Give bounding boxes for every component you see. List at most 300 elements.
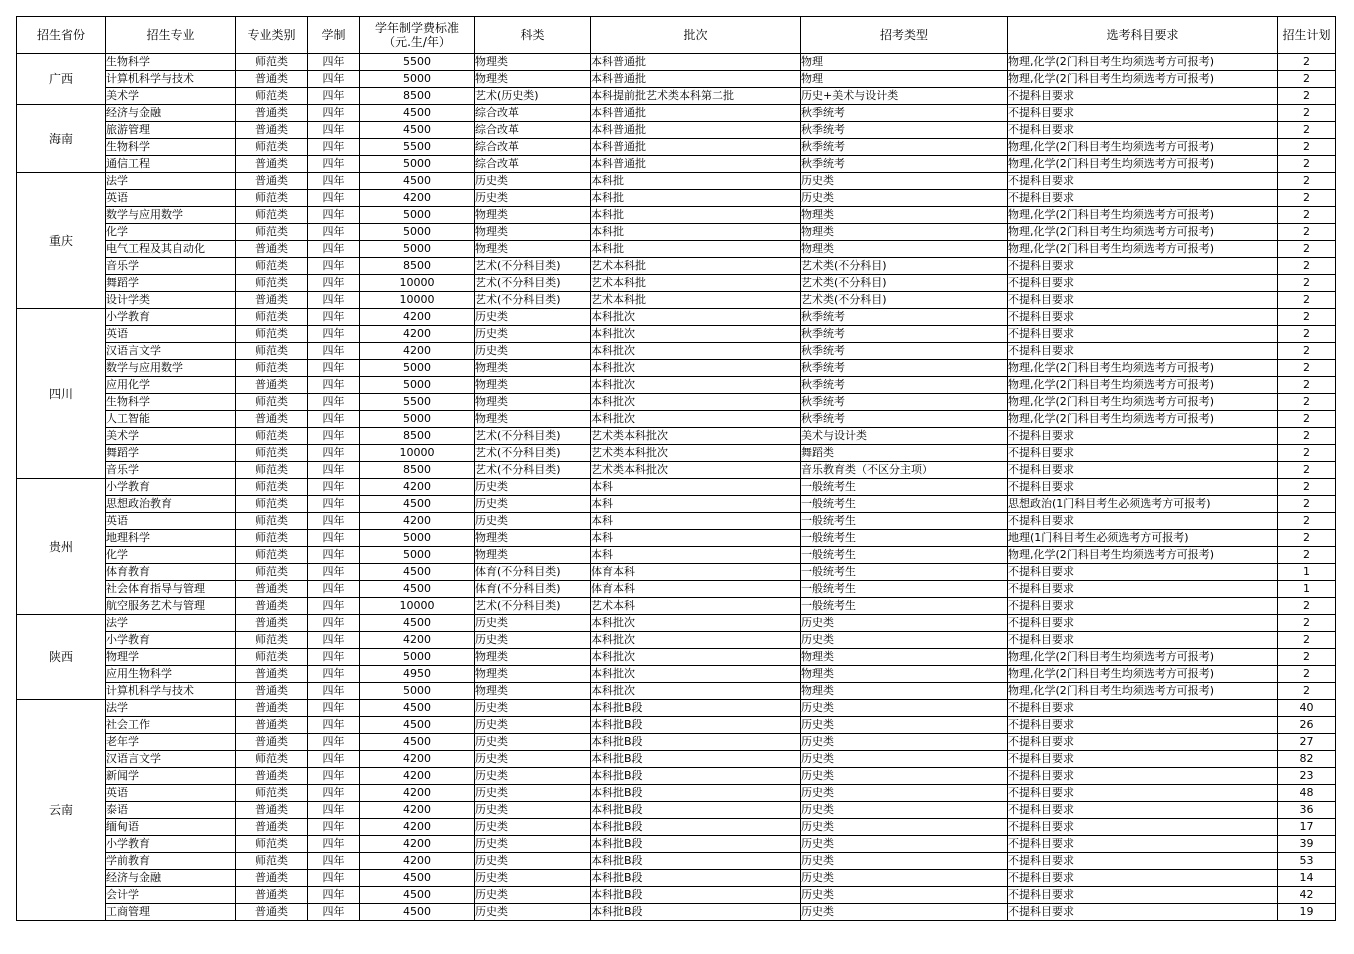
major-cell: 新闻学 — [106, 768, 236, 785]
duration-cell: 四年 — [308, 207, 360, 224]
batch-cell: 本科批 — [591, 190, 801, 207]
major-cell: 思想政治教育 — [106, 496, 236, 513]
major-cell: 人工智能 — [106, 411, 236, 428]
major-cell: 经济与金融 — [106, 105, 236, 122]
major-cell: 美术学 — [106, 88, 236, 105]
category-cell: 普通类 — [236, 887, 308, 904]
exam-type-cell: 物理类 — [801, 666, 1008, 683]
province-cell: 海南 — [17, 105, 106, 173]
table-row — [17, 428, 1336, 445]
duration-cell: 四年 — [308, 615, 360, 632]
batch-cell: 本科批次 — [591, 326, 801, 343]
subject-type-cell: 艺术(不分科目类) — [475, 445, 591, 462]
category-cell: 普通类 — [236, 615, 308, 632]
category-cell: 普通类 — [236, 700, 308, 717]
tuition-cell: 4500 — [360, 887, 475, 904]
exam-type-cell: 秋季统考 — [801, 326, 1008, 343]
exam-type-cell: 历史类 — [801, 768, 1008, 785]
major-cell: 老年学 — [106, 734, 236, 751]
major-cell: 小学教育 — [106, 479, 236, 496]
tuition-cell: 5500 — [360, 139, 475, 156]
major-cell: 英语 — [106, 785, 236, 802]
subject-req-cell: 不提科目要求 — [1008, 887, 1278, 904]
duration-cell: 四年 — [308, 139, 360, 156]
table-row — [17, 904, 1336, 921]
category-cell: 师范类 — [236, 309, 308, 326]
plan-count-cell: 2 — [1278, 411, 1336, 428]
duration-cell: 四年 — [308, 547, 360, 564]
plan-count-cell: 23 — [1278, 768, 1336, 785]
table-row — [17, 275, 1336, 292]
table-row — [17, 343, 1336, 360]
category-cell: 师范类 — [236, 479, 308, 496]
exam-type-cell: 秋季统考 — [801, 156, 1008, 173]
subject-req-cell: 物理,化学(2门科目考生均须选考方可报考) — [1008, 394, 1278, 411]
table-row — [17, 836, 1336, 853]
plan-count-cell: 2 — [1278, 88, 1336, 105]
tuition-cell: 4500 — [360, 564, 475, 581]
subject-req-cell: 不提科目要求 — [1008, 309, 1278, 326]
table-row — [17, 394, 1336, 411]
batch-cell: 本科批B段 — [591, 819, 801, 836]
subject-req-cell: 物理,化学(2门科目考生均须选考方可报考) — [1008, 54, 1278, 71]
table-row — [17, 700, 1336, 717]
subject-type-cell: 综合改革 — [475, 105, 591, 122]
batch-cell: 艺术本科批 — [591, 258, 801, 275]
table-row — [17, 462, 1336, 479]
category-cell: 普通类 — [236, 717, 308, 734]
exam-type-cell: 舞蹈类 — [801, 445, 1008, 462]
plan-count-cell: 2 — [1278, 462, 1336, 479]
category-cell: 普通类 — [236, 241, 308, 258]
major-cell: 通信工程 — [106, 156, 236, 173]
major-cell: 学前教育 — [106, 853, 236, 870]
duration-cell: 四年 — [308, 836, 360, 853]
subject-req-cell: 物理,化学(2门科目考生均须选考方可报考) — [1008, 224, 1278, 241]
subject-type-cell: 历史类 — [475, 326, 591, 343]
tuition-cell: 4200 — [360, 513, 475, 530]
batch-cell: 艺术本科批 — [591, 292, 801, 309]
category-cell: 普通类 — [236, 819, 308, 836]
subject-type-cell: 艺术(不分科目类) — [475, 292, 591, 309]
tuition-cell: 4200 — [360, 819, 475, 836]
subject-type-cell: 物理类 — [475, 683, 591, 700]
plan-count-cell: 2 — [1278, 683, 1336, 700]
duration-cell: 四年 — [308, 598, 360, 615]
tuition-cell: 8500 — [360, 88, 475, 105]
duration-cell: 四年 — [308, 581, 360, 598]
category-cell: 师范类 — [236, 632, 308, 649]
major-cell: 体育教育 — [106, 564, 236, 581]
plan-count-cell: 2 — [1278, 122, 1336, 139]
table-row — [17, 292, 1336, 309]
tuition-cell: 4200 — [360, 479, 475, 496]
plan-count-cell: 53 — [1278, 853, 1336, 870]
tuition-cell: 8500 — [360, 428, 475, 445]
admission-plan-table — [16, 16, 1336, 921]
category-cell: 师范类 — [236, 496, 308, 513]
subject-type-cell: 艺术(不分科目类) — [475, 462, 591, 479]
duration-cell: 四年 — [308, 71, 360, 88]
plan-count-cell: 48 — [1278, 785, 1336, 802]
exam-type-cell: 艺术类(不分科目) — [801, 292, 1008, 309]
category-cell: 普通类 — [236, 768, 308, 785]
table-row — [17, 547, 1336, 564]
batch-cell: 艺术本科批 — [591, 275, 801, 292]
plan-count-cell: 2 — [1278, 666, 1336, 683]
subject-type-cell: 历史类 — [475, 632, 591, 649]
major-cell: 数学与应用数学 — [106, 360, 236, 377]
table-row — [17, 105, 1336, 122]
major-cell: 生物科学 — [106, 139, 236, 156]
major-cell: 化学 — [106, 547, 236, 564]
major-cell: 应用生物科学 — [106, 666, 236, 683]
exam-type-cell: 一般统考生 — [801, 530, 1008, 547]
subject-type-cell: 艺术(不分科目类) — [475, 598, 591, 615]
duration-cell: 四年 — [308, 513, 360, 530]
batch-cell: 艺术类本科批次 — [591, 445, 801, 462]
province-cell: 重庆 — [17, 173, 106, 309]
batch-cell: 本科批 — [591, 241, 801, 258]
table-row — [17, 411, 1336, 428]
tuition-cell: 4500 — [360, 615, 475, 632]
plan-count-cell: 2 — [1278, 54, 1336, 71]
subject-type-cell: 体育(不分科目类) — [475, 581, 591, 598]
plan-count-cell: 2 — [1278, 292, 1336, 309]
table-row — [17, 496, 1336, 513]
subject-type-cell: 历史类 — [475, 768, 591, 785]
batch-cell: 本科批B段 — [591, 717, 801, 734]
tuition-cell: 4500 — [360, 496, 475, 513]
duration-cell: 四年 — [308, 479, 360, 496]
plan-count-cell: 42 — [1278, 887, 1336, 904]
plan-count-cell: 2 — [1278, 598, 1336, 615]
exam-type-cell: 秋季统考 — [801, 139, 1008, 156]
subject-type-cell: 艺术(不分科目类) — [475, 258, 591, 275]
subject-type-cell: 历史类 — [475, 870, 591, 887]
subject-type-cell: 物理类 — [475, 207, 591, 224]
plan-count-cell: 2 — [1278, 377, 1336, 394]
major-cell: 化学 — [106, 224, 236, 241]
category-cell: 师范类 — [236, 649, 308, 666]
exam-type-cell: 秋季统考 — [801, 411, 1008, 428]
duration-cell: 四年 — [308, 462, 360, 479]
subject-type-cell: 物理类 — [475, 241, 591, 258]
table-row — [17, 156, 1336, 173]
subject-type-cell: 历史类 — [475, 513, 591, 530]
plan-count-cell: 2 — [1278, 530, 1336, 547]
table-row — [17, 309, 1336, 326]
major-cell: 旅游管理 — [106, 122, 236, 139]
duration-cell: 四年 — [308, 224, 360, 241]
tuition-cell: 5000 — [360, 207, 475, 224]
duration-cell: 四年 — [308, 853, 360, 870]
duration-cell: 四年 — [308, 496, 360, 513]
table-row — [17, 887, 1336, 904]
batch-cell: 艺术类本科批次 — [591, 428, 801, 445]
duration-cell: 四年 — [308, 768, 360, 785]
subject-req-cell: 物理,化学(2门科目考生均须选考方可报考) — [1008, 377, 1278, 394]
table-row — [17, 751, 1336, 768]
exam-type-cell: 历史类 — [801, 751, 1008, 768]
subject-req-cell: 不提科目要求 — [1008, 343, 1278, 360]
batch-cell: 本科提前批艺术类本科第二批 — [591, 88, 801, 105]
table-row — [17, 258, 1336, 275]
subject-type-cell: 历史类 — [475, 309, 591, 326]
major-cell: 应用化学 — [106, 377, 236, 394]
exam-type-cell: 艺术类(不分科目) — [801, 275, 1008, 292]
exam-type-cell: 秋季统考 — [801, 377, 1008, 394]
table-row — [17, 122, 1336, 139]
batch-cell: 艺术本科 — [591, 598, 801, 615]
tuition-cell: 4500 — [360, 122, 475, 139]
subject-type-cell: 历史类 — [475, 819, 591, 836]
category-cell: 普通类 — [236, 904, 308, 921]
subject-req-cell: 不提科目要求 — [1008, 190, 1278, 207]
subject-req-cell: 思想政治(1门科目考生必须选考方可报考) — [1008, 496, 1278, 513]
exam-type-cell: 历史类 — [801, 819, 1008, 836]
subject-type-cell: 物理类 — [475, 411, 591, 428]
category-cell: 师范类 — [236, 190, 308, 207]
plan-count-cell: 2 — [1278, 156, 1336, 173]
plan-count-cell: 2 — [1278, 360, 1336, 377]
major-cell: 电气工程及其自动化 — [106, 241, 236, 258]
table-row — [17, 768, 1336, 785]
exam-type-cell: 秋季统考 — [801, 105, 1008, 122]
duration-cell: 四年 — [308, 173, 360, 190]
exam-type-cell: 美术与设计类 — [801, 428, 1008, 445]
duration-cell: 四年 — [308, 666, 360, 683]
category-cell: 师范类 — [236, 88, 308, 105]
major-cell: 社会体育指导与管理 — [106, 581, 236, 598]
category-cell: 师范类 — [236, 139, 308, 156]
major-cell: 法学 — [106, 700, 236, 717]
category-cell: 师范类 — [236, 394, 308, 411]
batch-cell: 本科批B段 — [591, 802, 801, 819]
subject-type-cell: 物理类 — [475, 394, 591, 411]
table-row — [17, 479, 1336, 496]
subject-req-cell: 不提科目要求 — [1008, 105, 1278, 122]
province-cell: 云南 — [17, 700, 106, 921]
category-cell: 师范类 — [236, 275, 308, 292]
category-cell: 普通类 — [236, 598, 308, 615]
major-cell: 小学教育 — [106, 309, 236, 326]
plan-count-cell: 2 — [1278, 428, 1336, 445]
batch-cell: 本科批次 — [591, 309, 801, 326]
table-row — [17, 785, 1336, 802]
plan-count-cell: 2 — [1278, 343, 1336, 360]
province-cell: 贵州 — [17, 479, 106, 615]
exam-type-cell: 历史类 — [801, 853, 1008, 870]
batch-cell: 本科普通批 — [591, 122, 801, 139]
subject-req-cell: 不提科目要求 — [1008, 870, 1278, 887]
category-cell: 师范类 — [236, 564, 308, 581]
subject-type-cell: 历史类 — [475, 751, 591, 768]
batch-cell: 本科批 — [591, 224, 801, 241]
major-cell: 工商管理 — [106, 904, 236, 921]
subject-type-cell: 历史类 — [475, 700, 591, 717]
duration-cell: 四年 — [308, 530, 360, 547]
province-cell: 陕西 — [17, 615, 106, 700]
subject-type-cell: 历史类 — [475, 802, 591, 819]
batch-cell: 本科批次 — [591, 394, 801, 411]
plan-count-cell: 2 — [1278, 649, 1336, 666]
subject-req-cell: 不提科目要求 — [1008, 428, 1278, 445]
duration-cell: 四年 — [308, 54, 360, 71]
table-row — [17, 666, 1336, 683]
category-cell: 师范类 — [236, 343, 308, 360]
tuition-cell: 4200 — [360, 326, 475, 343]
subject-type-cell: 物理类 — [475, 530, 591, 547]
category-cell: 师范类 — [236, 853, 308, 870]
category-cell: 普通类 — [236, 411, 308, 428]
plan-count-cell: 36 — [1278, 802, 1336, 819]
plan-count-cell: 2 — [1278, 241, 1336, 258]
table-row — [17, 513, 1336, 530]
tuition-cell: 4200 — [360, 751, 475, 768]
tuition-cell: 5000 — [360, 530, 475, 547]
plan-count-cell: 2 — [1278, 105, 1336, 122]
major-cell: 经济与金融 — [106, 870, 236, 887]
tuition-cell: 4200 — [360, 853, 475, 870]
tuition-cell: 4200 — [360, 836, 475, 853]
table-row — [17, 241, 1336, 258]
batch-cell: 本科 — [591, 496, 801, 513]
subject-req-cell: 不提科目要求 — [1008, 802, 1278, 819]
plan-count-cell: 2 — [1278, 71, 1336, 88]
tuition-cell: 5000 — [360, 224, 475, 241]
category-cell: 普通类 — [236, 581, 308, 598]
plan-count-cell: 27 — [1278, 734, 1336, 751]
batch-cell: 艺术类本科批次 — [591, 462, 801, 479]
exam-type-cell: 历史类 — [801, 870, 1008, 887]
category-cell: 师范类 — [236, 207, 308, 224]
tuition-cell: 4200 — [360, 190, 475, 207]
subject-req-cell: 不提科目要求 — [1008, 836, 1278, 853]
batch-cell: 本科普通批 — [591, 105, 801, 122]
exam-type-cell: 历史类 — [801, 615, 1008, 632]
subject-req-cell: 不提科目要求 — [1008, 479, 1278, 496]
exam-type-cell: 音乐教育类（不区分主项） — [801, 462, 1008, 479]
duration-cell: 四年 — [308, 700, 360, 717]
subject-req-cell: 不提科目要求 — [1008, 598, 1278, 615]
major-cell: 地理科学 — [106, 530, 236, 547]
tuition-cell: 4500 — [360, 700, 475, 717]
batch-cell: 本科批B段 — [591, 836, 801, 853]
duration-cell: 四年 — [308, 870, 360, 887]
major-cell: 泰语 — [106, 802, 236, 819]
exam-type-cell: 历史类 — [801, 734, 1008, 751]
major-cell: 法学 — [106, 173, 236, 190]
subject-type-cell: 体育(不分科目类) — [475, 564, 591, 581]
table-row — [17, 853, 1336, 870]
major-cell: 航空服务艺术与管理 — [106, 598, 236, 615]
tuition-cell: 5500 — [360, 394, 475, 411]
header-cell: 选考科目要求 — [1008, 17, 1278, 54]
exam-type-cell: 物理类 — [801, 649, 1008, 666]
plan-count-cell: 2 — [1278, 547, 1336, 564]
subject-req-cell: 不提科目要求 — [1008, 853, 1278, 870]
subject-type-cell: 历史类 — [475, 734, 591, 751]
duration-cell: 四年 — [308, 292, 360, 309]
table-row — [17, 615, 1336, 632]
tuition-cell: 10000 — [360, 445, 475, 462]
subject-req-cell: 不提科目要求 — [1008, 326, 1278, 343]
table-row — [17, 173, 1336, 190]
duration-cell: 四年 — [308, 309, 360, 326]
plan-count-cell: 2 — [1278, 190, 1336, 207]
subject-type-cell: 综合改革 — [475, 122, 591, 139]
major-cell: 音乐学 — [106, 462, 236, 479]
category-cell: 普通类 — [236, 105, 308, 122]
table-row — [17, 649, 1336, 666]
subject-req-cell: 不提科目要求 — [1008, 632, 1278, 649]
duration-cell: 四年 — [308, 88, 360, 105]
category-cell: 师范类 — [236, 360, 308, 377]
batch-cell: 本科批 — [591, 207, 801, 224]
batch-cell: 本科批次 — [591, 360, 801, 377]
batch-cell: 本科批B段 — [591, 887, 801, 904]
batch-cell: 本科批B段 — [591, 734, 801, 751]
subject-req-cell: 不提科目要求 — [1008, 615, 1278, 632]
tuition-cell: 8500 — [360, 258, 475, 275]
major-cell: 英语 — [106, 326, 236, 343]
duration-cell: 四年 — [308, 887, 360, 904]
header-cell: 招生计划 — [1278, 17, 1336, 54]
batch-cell: 本科 — [591, 513, 801, 530]
exam-type-cell: 一般统考生 — [801, 564, 1008, 581]
subject-type-cell: 历史类 — [475, 615, 591, 632]
batch-cell: 本科普通批 — [591, 156, 801, 173]
major-cell: 小学教育 — [106, 632, 236, 649]
subject-type-cell: 历史类 — [475, 836, 591, 853]
subject-req-cell: 不提科目要求 — [1008, 88, 1278, 105]
tuition-cell: 4500 — [360, 105, 475, 122]
tuition-cell: 10000 — [360, 292, 475, 309]
header-cell: 学年制学费标准 （元.生/年） — [360, 17, 475, 54]
tuition-cell: 4200 — [360, 802, 475, 819]
subject-type-cell: 物理类 — [475, 224, 591, 241]
category-cell: 普通类 — [236, 292, 308, 309]
exam-type-cell: 秋季统考 — [801, 309, 1008, 326]
batch-cell: 本科批B段 — [591, 853, 801, 870]
batch-cell: 本科批B段 — [591, 904, 801, 921]
batch-cell: 本科批B段 — [591, 768, 801, 785]
plan-count-cell: 2 — [1278, 496, 1336, 513]
tuition-cell: 5000 — [360, 156, 475, 173]
plan-count-cell: 2 — [1278, 513, 1336, 530]
plan-count-cell: 2 — [1278, 139, 1336, 156]
category-cell: 师范类 — [236, 751, 308, 768]
table-row — [17, 207, 1336, 224]
batch-cell: 本科普通批 — [591, 139, 801, 156]
duration-cell: 四年 — [308, 904, 360, 921]
major-cell: 物理学 — [106, 649, 236, 666]
table-row — [17, 54, 1336, 71]
tuition-cell: 5500 — [360, 54, 475, 71]
major-cell: 小学教育 — [106, 836, 236, 853]
tuition-cell: 10000 — [360, 275, 475, 292]
exam-type-cell: 历史类 — [801, 632, 1008, 649]
subject-req-cell: 不提科目要求 — [1008, 751, 1278, 768]
table-body — [17, 54, 1336, 921]
major-cell: 社会工作 — [106, 717, 236, 734]
table-row — [17, 360, 1336, 377]
subject-req-cell: 物理,化学(2门科目考生均须选考方可报考) — [1008, 683, 1278, 700]
duration-cell: 四年 — [308, 241, 360, 258]
table-row — [17, 530, 1336, 547]
batch-cell: 本科 — [591, 547, 801, 564]
